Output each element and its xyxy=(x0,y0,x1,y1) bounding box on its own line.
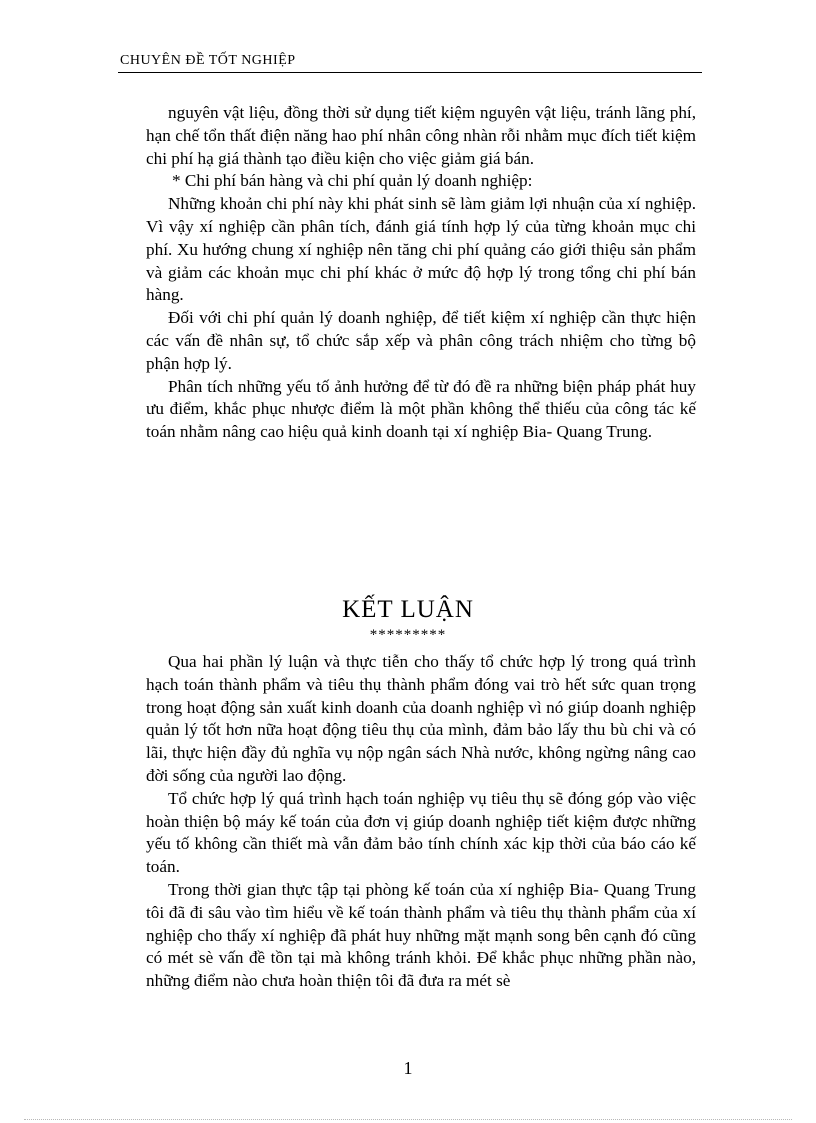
subheading: * Chi phí bán hàng và chi phí quản lý doanh nghiệp: xyxy=(172,171,533,191)
paragraph: Phân tích những yếu tố ảnh hưởng để từ đó đề ra những biện pháp phát huy ưu điểm, khắc phục nhược điểm là một phần không thể thiếu của công tác kế toán nhằm nâng cao hiệu quả kinh doanh tại xí nghiệp Bia- Quang Trung. xyxy=(146,376,696,442)
paragraph: Tổ chức hợp lý quá trình hạch toán nghiệp vụ tiêu thụ sẽ đóng góp vào việc hoàn thiện bộ máy kế toán của đơn vị giúp doanh nghiệp tiết kiệm được những yếu tố không cần thiết mà vẫn đảm bảo tính chính xác kịp thời của báo cáo kế toán. xyxy=(146,788,696,877)
running-header xyxy=(118,50,702,73)
paragraph: Trong thời gian thực tập tại phòng kế toán của xí nghiệp Bia- Quang Trung tôi đã đi sâu vào tìm hiểu về kế toán thành phẩm và tiêu thụ thành phẩm của xí nghiệp cho thấy xí nghiệp đã phát huy những mặt mạnh song bên cạnh đó cũng có mét sè vấn đề tồn tại mà không tránh khỏi. Để khắc phục những phần nào, những điểm nào chưa hoàn thiện tôi đã đưa ra mét sè xyxy=(146,879,696,991)
title-ornament: ********* xyxy=(369,627,447,643)
page-number: 1 xyxy=(403,1058,413,1078)
paragraph: Đối với chi phí quản lý doanh nghiệp, để tiết kiệm xí nghiệp cần thực hiện các vấn đề nhân sự, tổ chức sắp xếp và phân công trách nhiệm cho từng bộ phận hợp lý. xyxy=(146,308,696,373)
paragraph: Những khoản chi phí này khi phát sinh sẽ làm giảm lợi nhuận của xí nghiệp. Vì vậy xí nghiệp cần phân tích, đánh giá tính hợp lý của từng khoản mục chi phí. Xu hướng chung xí nghiệp nên tăng chi phí quảng cáo giới thiệu sản phẩm và giảm các khoản mục chi phí khác ở mức độ hợp lý trong tổng chi phí bán hàng. xyxy=(146,194,696,305)
conclusion-section xyxy=(146,651,696,993)
paragraph: Qua hai phần lý luận và thực tiễn cho thấy tổ chức hợp lý trong quá trình hạch toán thành phẩm và tiêu thụ thành phẩm đóng vai trò hết sức quan trọng trong hoạt động sản xuất kinh doanh của doanh nghiệp vì nó giúp doanh nghiệp quản lý tốt hơn nữa hoạt động tiêu thụ của mình, đảm bảo lấy thu bù chi và có lãi, thực hiện đầy đủ nghĩa vụ nộp ngân sách Nhà nước, không ngừng nâng cao đời sống của người lao động. xyxy=(146,652,696,785)
header-title: CHUYÊN ĐỀ TỐT NGHIỆP xyxy=(120,53,296,68)
paragraph: nguyên vật liệu, đồng thời sử dụng tiết kiệm nguyên vật liệu, tránh lãng phí, hạn chế tổn thất điện năng hao phí nhân công nhàn rỗi nhằm mục đích tiết kiệm chi phí hạ giá thành tạo điều kiện cho việc giảm giá bán. xyxy=(146,103,696,168)
page-bottom-border xyxy=(24,1119,792,1120)
body-section xyxy=(146,102,696,444)
section-title: KẾT LUẬN xyxy=(342,596,474,623)
